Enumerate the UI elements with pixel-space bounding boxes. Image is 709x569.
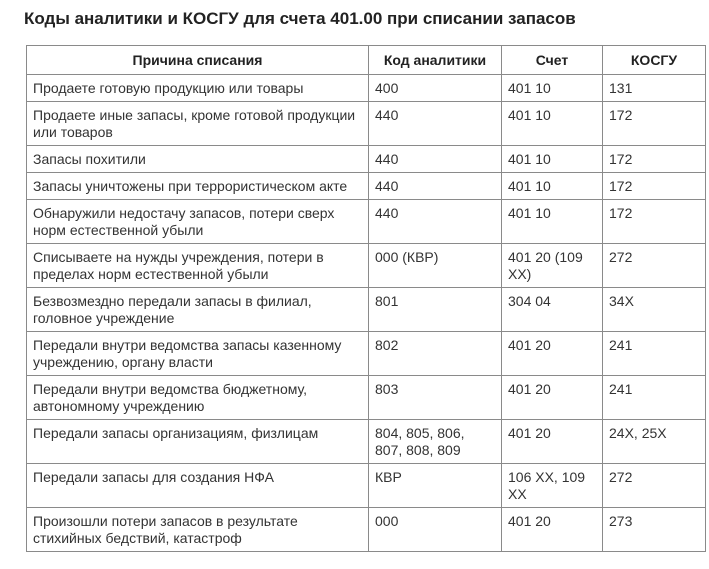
table-row <box>27 200 706 244</box>
table-row <box>27 146 706 173</box>
column-header-analytic-code: Код аналитики <box>369 46 502 75</box>
cell-reason: Безвозмездно передали запасы в филиал, головное учреждение <box>27 288 369 332</box>
cell-analytic-code: 803 <box>369 376 502 420</box>
cell-kosgu: 34X <box>603 288 706 332</box>
table-row <box>27 244 706 288</box>
cell-reason: Передали внутри ведомства запасы казенному учреждению, органу власти <box>27 332 369 376</box>
cell-reason: Передали внутри ведомства бюджетному, автономному учреждению <box>27 376 369 420</box>
cell-account: 401 10 <box>502 102 603 146</box>
cell-analytic-code: 440 <box>369 200 502 244</box>
table-header-row <box>27 46 706 75</box>
cell-reason: Запасы уничтожены при террористическом акте <box>27 173 369 200</box>
cell-reason: Произошли потери запасов в результате стихийных бедствий, катастроф <box>27 508 369 552</box>
cell-account: 401 10 <box>502 146 603 173</box>
table-row <box>27 464 706 508</box>
table-row <box>27 288 706 332</box>
cell-kosgu: 172 <box>603 200 706 244</box>
column-header-account: Счет <box>502 46 603 75</box>
cell-analytic-code: 000 <box>369 508 502 552</box>
cell-kosgu: 24X, 25X <box>603 420 706 464</box>
cell-analytic-code: КВР <box>369 464 502 508</box>
cell-account: 401 20 <box>502 376 603 420</box>
table-row <box>27 75 706 102</box>
cell-reason: Передали запасы для создания НФА <box>27 464 369 508</box>
column-header-reason: Причина списания <box>27 46 369 75</box>
table-row <box>27 376 706 420</box>
table-row <box>27 173 706 200</box>
cell-account: 304 04 <box>502 288 603 332</box>
cell-analytic-code: 440 <box>369 146 502 173</box>
cell-reason: Запасы похитили <box>27 146 369 173</box>
page-title: Коды аналитики и КОСГУ для счета 401.00 при списании запасов <box>24 9 576 28</box>
table-row <box>27 420 706 464</box>
cell-analytic-code: 802 <box>369 332 502 376</box>
table-row <box>27 102 706 146</box>
cell-analytic-code: 801 <box>369 288 502 332</box>
cell-kosgu: 241 <box>603 376 706 420</box>
cell-kosgu: 241 <box>603 332 706 376</box>
cell-kosgu: 272 <box>603 244 706 288</box>
column-header-kosgu: КОСГУ <box>603 46 706 75</box>
cell-kosgu: 273 <box>603 508 706 552</box>
cell-account: 106 XX, 109 XX <box>502 464 603 508</box>
cell-account: 401 10 <box>502 200 603 244</box>
cell-reason: Продаете иные запасы, кроме готовой продукции или товаров <box>27 102 369 146</box>
cell-account: 401 20 <box>502 508 603 552</box>
cell-reason: Передали запасы организациям, физлицам <box>27 420 369 464</box>
cell-kosgu: 172 <box>603 173 706 200</box>
cell-analytic-code: 440 <box>369 102 502 146</box>
cell-account: 401 10 <box>502 75 603 102</box>
table-row <box>27 508 706 552</box>
write-off-codes-table <box>26 45 706 552</box>
table-row <box>27 332 706 376</box>
cell-analytic-code: 440 <box>369 173 502 200</box>
cell-analytic-code: 400 <box>369 75 502 102</box>
cell-account: 401 20 (109 XX) <box>502 244 603 288</box>
cell-kosgu: 272 <box>603 464 706 508</box>
cell-kosgu: 172 <box>603 102 706 146</box>
cell-reason: Обнаружили недостачу запасов, потери сверх норм естественной убыли <box>27 200 369 244</box>
cell-kosgu: 172 <box>603 146 706 173</box>
cell-account: 401 20 <box>502 332 603 376</box>
cell-kosgu: 131 <box>603 75 706 102</box>
cell-reason: Продаете готовую продукцию или товары <box>27 75 369 102</box>
cell-reason: Списываете на нужды учреждения, потери в пределах норм естественной убыли <box>27 244 369 288</box>
cell-analytic-code: 804, 805, 806, 807, 808, 809 <box>369 420 502 464</box>
cell-account: 401 20 <box>502 420 603 464</box>
cell-analytic-code: 000 (КВР) <box>369 244 502 288</box>
cell-account: 401 10 <box>502 173 603 200</box>
